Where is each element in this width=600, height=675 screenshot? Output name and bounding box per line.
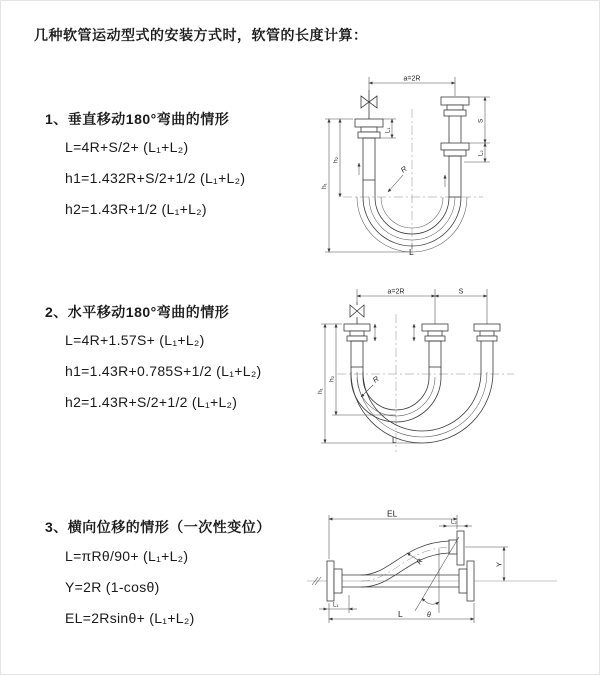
dim-label-l-total: L [398,609,403,619]
dim-label-l2: L₂ [451,519,457,526]
dim-label-l1: L₁ [333,602,339,609]
valve-icon [350,305,364,317]
diagram-vertical-180-bend [313,71,541,257]
dim-label-h2: h₂ [328,375,336,382]
right-fitting-original [459,561,474,601]
u-bend-position-2 [351,372,493,443]
dim-label-el: EL [387,508,398,519]
braided-hose-left [351,341,363,367]
dim-label-l-total: L [392,436,397,445]
dim-label-r: R [370,374,381,385]
section-3-formula-L: L=πRθ/90+ (L₁+L₂) [65,548,189,564]
s-curve-hose [361,541,449,587]
dim-label-l-total: L [409,247,414,257]
section-1-formula-h2: h2=1.43R+1/2 (L₁+L₂) [65,201,207,217]
braided-hose-left [363,138,375,180]
left-fitting [355,119,383,138]
dim-label-y: Y [494,561,504,567]
dim-label-h2: h₂ [332,156,340,163]
braided-hose-right [449,156,461,197]
page-title: 几种软管运动型式的安装方式时，软管的长度计算： [34,27,368,43]
dim-label-s: S [477,118,485,123]
section-2-formula-L: L=4R+1.57S+ (L₁+L₂) [65,332,205,348]
left-fitting [327,561,342,601]
dim-label-s: S [458,288,464,296]
dim-label-r: R [398,164,409,175]
dim-label-a2r: a=2R [403,75,421,83]
dim-label-a2r: a=2R [387,288,405,296]
dim-label-l1: L₁ [385,127,392,133]
right-fitting [474,324,500,341]
dim-label-l2: L₂ [478,150,485,156]
angle-arc [422,598,439,604]
section-3-formula-EL: EL=2Rsinθ+ (L₁+L₂) [65,610,195,626]
right-fitting-lower [441,143,469,156]
radius-construction-line [415,537,459,611]
right-fitting-displaced [449,531,464,565]
section-2-formula-h1: h1=1.43R+0.785S+1/2 (L₁+L₂) [65,363,262,379]
section-2-heading: 2、水平移动180°弯曲的情形 [45,304,230,320]
diagram-lateral-displacement [299,507,564,645]
section-1-formula-L: L=4R+S/2+ (L₁+L₂) [65,139,189,155]
section-1-formula-h1: h1=1.432R+S/2+1/2 (L₁+L₂) [65,170,246,186]
section-2-formula-h2: h2=1.43R+S/2+1/2 (L₁+L₂) [65,394,238,410]
left-fitting [344,324,370,341]
diagram-horizontal-180-bend [309,284,549,452]
dim-label-h1: h₁ [321,183,328,189]
dim-label-h1: h₁ [317,388,324,394]
dim-label-r: R [415,557,425,567]
dim-label-theta: θ [427,612,431,619]
section-3-formula-Y: Y=2R (1-cosθ) [65,579,160,595]
section-3-heading: 3、横向位移的情形（一次性变位） [45,519,271,535]
middle-fitting [422,324,448,341]
section-1-heading: 1、垂直移动180°弯曲的情形 [45,111,230,127]
braided-hose-middle [429,341,441,367]
right-fitting-upper [441,97,469,116]
